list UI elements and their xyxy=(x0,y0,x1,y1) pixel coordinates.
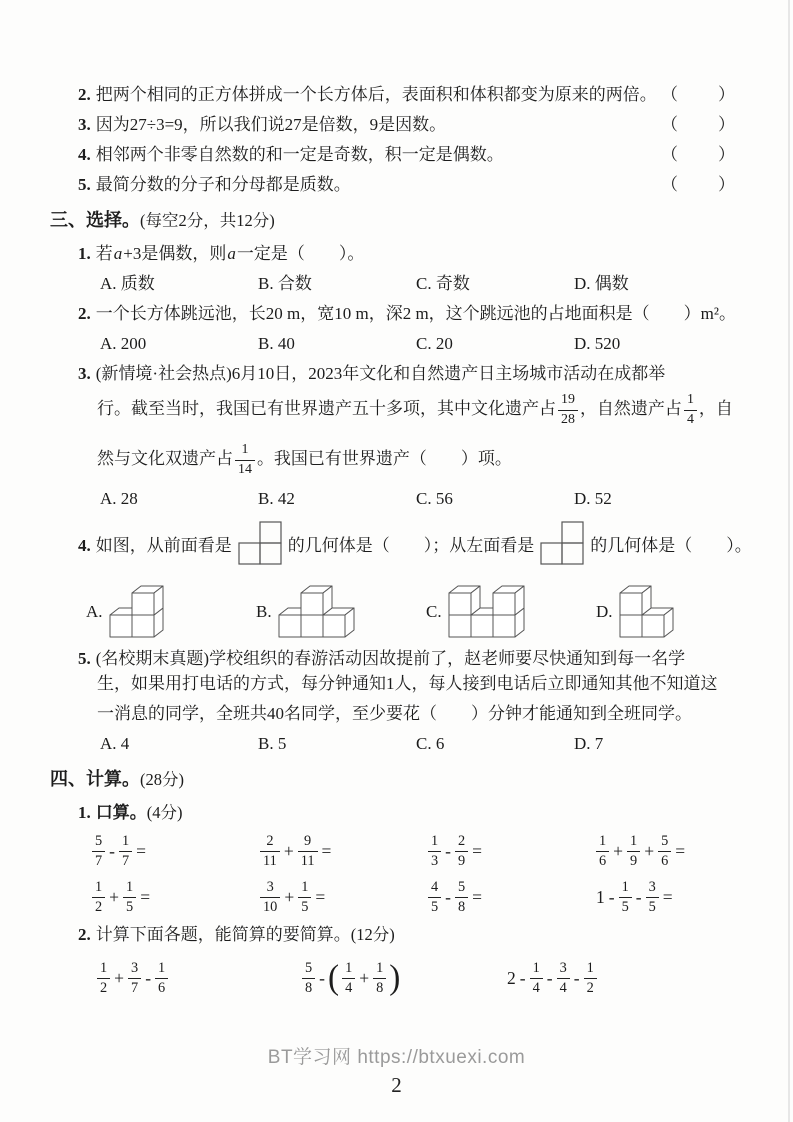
options-row xyxy=(100,729,737,759)
option-label: B. xyxy=(256,601,272,621)
judge-item-3 xyxy=(78,110,737,140)
oral-expression: $\frac{1}{6}$ + $\frac{1}{9}$ + $\frac{5}{6}$ = xyxy=(594,834,687,869)
section-title: 三、选择。 xyxy=(50,210,140,230)
judge-item-5 xyxy=(78,170,737,200)
option-d: D. 偶数 xyxy=(574,274,629,293)
left-view-shape-figure xyxy=(540,521,584,565)
judge-item-text: 3. 因为27÷3=9，所以我们说27是倍数，9是因数。 xyxy=(78,115,447,134)
option-label: C. xyxy=(426,601,442,621)
item-number: 5. xyxy=(78,175,91,194)
subsection-note: (12分) xyxy=(350,925,395,944)
cube-figure xyxy=(278,585,355,638)
subsection-note: (4分) xyxy=(146,803,183,822)
question-text-line: 生，如果用打电话的方式，每分钟通知1人，每人接到电话后立即通知其他不知道这 xyxy=(97,674,718,693)
cube-options-row xyxy=(86,576,737,638)
choice-question-1 xyxy=(50,239,737,299)
answer-paren: （ ） xyxy=(661,115,737,134)
options-row xyxy=(100,484,737,514)
subsection-title: 口算。 xyxy=(95,803,147,822)
subsection-oral-calc xyxy=(78,798,737,828)
judge-item-text: 2. 把两个相同的正方体拼成一个长方体后，表面积和体积都变为原来的两倍。 xyxy=(78,85,657,104)
item-number: 4. xyxy=(78,145,91,164)
answer-paren: （ ） xyxy=(661,85,737,104)
judge-item-4 xyxy=(78,140,737,170)
option-d-figure xyxy=(596,585,766,638)
oral-expression: $\frac{1}{3}$ - $\frac{2}{9}$ = xyxy=(426,834,594,869)
option-a: A. 28 xyxy=(100,489,138,508)
question-text-line: 一消息的同学，全班共40名同学，至少要花（ ）分钟才能通知到全班同学。 xyxy=(97,704,692,723)
option-d: D. 52 xyxy=(574,489,612,508)
option-b: B. 42 xyxy=(258,489,295,508)
option-a: A. 4 xyxy=(100,734,130,753)
calc-expression: $\frac{5}{8}$ - ( $\frac{1}{4}$ + $\frac{1}{8}$ ) xyxy=(300,961,505,996)
question-number: 4. xyxy=(78,535,91,555)
oral-calc-row-1 xyxy=(90,828,737,874)
option-c: C. 20 xyxy=(416,334,453,353)
answer-paren: （ ） xyxy=(661,175,737,194)
oral-calc-row-2 xyxy=(90,874,737,920)
oral-expression: $\frac{3}{10}$ + $\frac{1}{5}$ = xyxy=(258,880,426,915)
judge-section xyxy=(50,80,737,200)
question-number: 3. xyxy=(78,364,91,383)
page-footer xyxy=(0,1042,793,1098)
front-view-shape-figure xyxy=(238,521,282,565)
oral-expression: $\frac{5}{7}$ - $\frac{1}{7}$ = xyxy=(90,834,258,869)
subsection-written-calc xyxy=(78,920,737,950)
answer-paren: （ ） xyxy=(661,145,737,164)
oral-expression: 1 - $\frac{1}{5}$ - $\frac{3}{5}$ = xyxy=(596,878,673,915)
choice-question-5 xyxy=(50,644,737,759)
option-label: D. xyxy=(596,601,613,621)
option-a-figure xyxy=(86,585,256,638)
oral-expression: $\frac{1}{2}$ + $\frac{1}{5}$ = xyxy=(90,880,258,915)
cube-figure xyxy=(448,585,525,638)
option-b: B. 合数 xyxy=(258,274,312,293)
question-text-line: 5. (名校期末真题)学校组织的春游活动因故提前了，赵老师要尽快通知到每一名学 xyxy=(78,649,686,668)
judge-item-text: 4. 相邻两个非零自然数的和一定是奇数，积一定是偶数。 xyxy=(78,145,504,164)
option-label: A. xyxy=(86,601,103,621)
option-c: C. 奇数 xyxy=(416,274,470,293)
choice-question-4 xyxy=(50,514,752,638)
judge-item-text: 5. 最简分数的分子和分母都是质数。 xyxy=(78,175,351,194)
section-note: (28分) xyxy=(140,770,184,789)
question-number: 2. xyxy=(78,304,91,323)
subsection-title: 计算下面各题，能简算的要简算。 xyxy=(95,925,351,944)
option-b-figure xyxy=(256,585,426,638)
question-text: 1. 若a+3是偶数，则a一定是（ ）。 xyxy=(78,244,365,263)
option-c: C. 6 xyxy=(416,734,445,753)
options-row xyxy=(100,269,737,299)
judge-item-2 xyxy=(78,80,737,110)
cube-figure xyxy=(109,585,164,638)
choice-question-3 xyxy=(50,359,737,514)
option-b: B. 5 xyxy=(258,734,287,753)
cube-figure xyxy=(619,585,674,638)
calc-expression: $\frac{1}{2}$ + $\frac{3}{7}$ - $\frac{1}{6}$ xyxy=(95,961,300,996)
subsection-number: 1. xyxy=(78,803,91,822)
watermark-text: BT学习网 https://btxuexi.com xyxy=(267,1047,526,1068)
option-a: A. 200 xyxy=(100,334,147,353)
options-row xyxy=(100,329,737,359)
question-number: 5. xyxy=(78,649,91,668)
subsection-number: 2. xyxy=(78,925,91,944)
page-number: 2 xyxy=(391,1073,402,1097)
section-note: (每空2分，共12分) xyxy=(140,211,275,230)
written-calc-row xyxy=(95,950,737,1006)
question-text-line: 然与文化双遗产占 $\frac{1}{14}$ 。我国已有世界遗产（ ）项。 xyxy=(97,442,512,478)
option-c-figure xyxy=(426,585,596,638)
oral-expression: $\frac{4}{5}$ - $\frac{5}{8}$ = xyxy=(426,880,594,915)
item-number: 2. xyxy=(78,85,91,104)
calc-expression: 2 - $\frac{1}{4}$ - $\frac{3}{4}$ - $\frac{1}{2}$ xyxy=(505,961,710,996)
option-d: D. 7 xyxy=(574,734,604,753)
option-b: B. 40 xyxy=(258,334,295,353)
question-text: 的几何体是（ ）。 xyxy=(590,535,752,555)
section-heading-calculation xyxy=(50,763,737,796)
question-text: 的几何体是（ ）；从左面看是 xyxy=(287,535,535,555)
choice-question-2 xyxy=(50,299,737,359)
option-d: D. 520 xyxy=(574,334,621,353)
question-text-line: 3. (新情境·社会热点)6月10日，2023年文化和自然遗产日主场城市活动在成都举 xyxy=(78,364,666,383)
section-title: 四、计算。 xyxy=(50,769,140,789)
option-a: A. 质数 xyxy=(100,274,155,293)
question-text-line: 行。截至当时，我国已有世界遗产五十多项，其中文化遗产占 $\frac{19}{28}$ ，自然遗产占 $\frac{1}{4}$ ，自 xyxy=(97,392,733,428)
question-number: 1. xyxy=(78,244,91,263)
oral-expression: $\frac{2}{11}$ + $\frac{9}{11}$ = xyxy=(258,834,426,869)
section-heading-choice xyxy=(50,204,737,237)
question-text: 4. 如图，从前面看是 xyxy=(78,535,232,555)
question-text: 2. 一个长方体跳远池，长20 m，宽10 m，深2 m，这个跳远池的占地面积是（ ）m²。 xyxy=(78,304,736,323)
option-c: C. 56 xyxy=(416,489,453,508)
question-text-with-figures xyxy=(78,514,752,572)
item-number: 3. xyxy=(78,115,91,134)
